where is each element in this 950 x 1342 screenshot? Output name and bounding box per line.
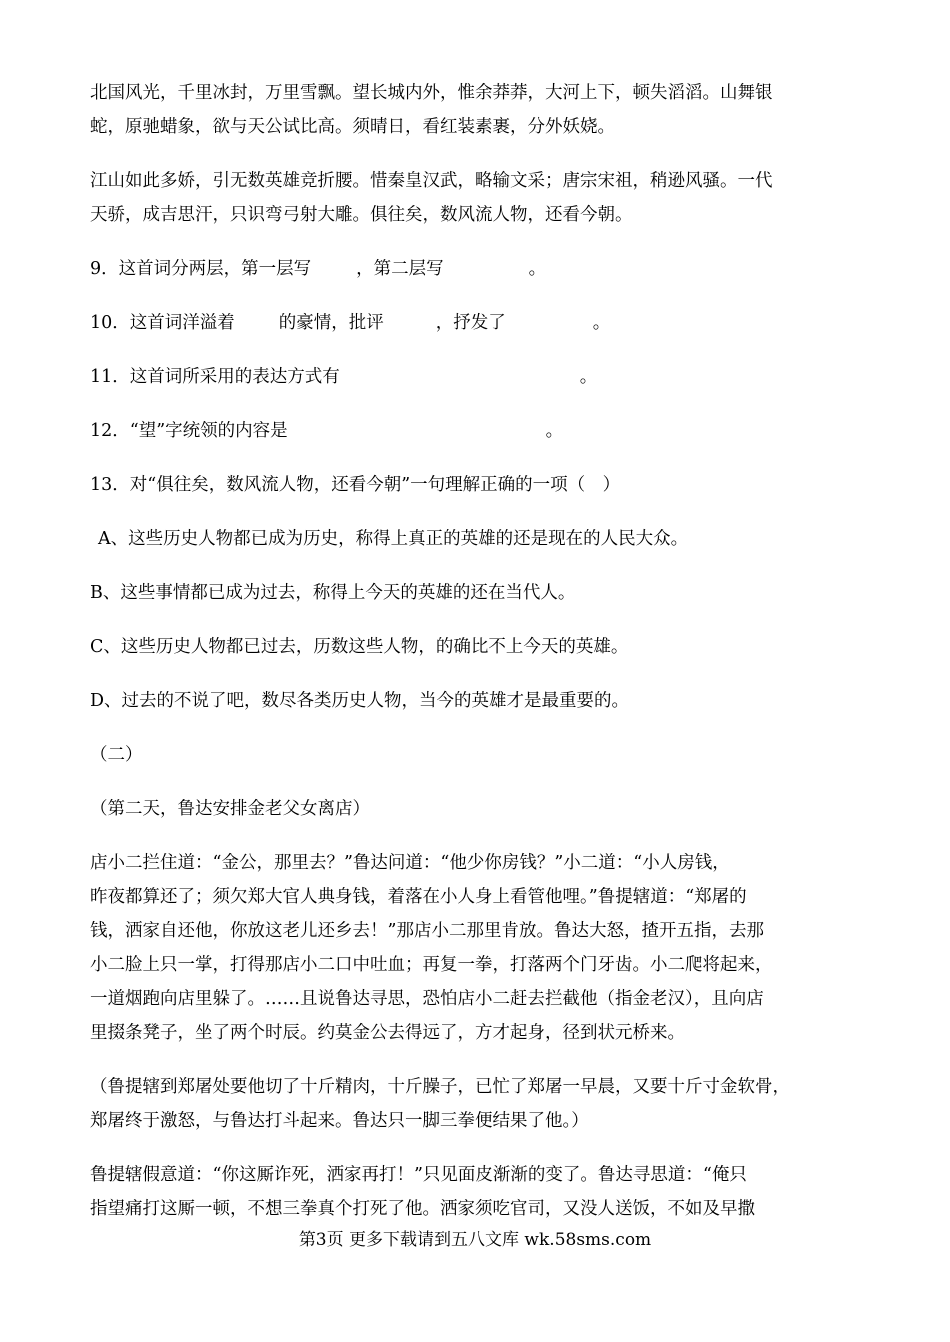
question-12: 12．“望”字统领的内容是 。 <box>90 421 564 441</box>
option-d: D、过去的不说了吧，数尽各类历史人物，当今的英雄才是最重要的。 <box>90 691 630 711</box>
passage-line: 昨夜都算还了；须欠郑大官人典身钱，着落在小人身上看管他哩。”鲁提辖道：“郑屠的 <box>90 887 747 907</box>
option-b: B、这些事情都已成为过去，称得上今天的英雄的还在当代人。 <box>90 583 576 603</box>
question-11: 11．这首词所采用的表达方式有 。 <box>90 367 598 387</box>
passage-line: 一道烟跑向店里躲了。……且说鲁达寻思，恐怕店小二赶去拦截他（指金老汉），且向店 <box>90 989 764 1009</box>
passage-line: 指望痛打这厮一顿，不想三拳真个打死了他。洒家须吃官司，又没人送饭，不如及早撒 <box>90 1199 755 1219</box>
page-footer: 第3页 更多下载请到五八文库 wk.58sms.com <box>298 1230 652 1250</box>
poem-line: 江山如此多娇，引无数英雄竞折腰。惜秦皇汉武，略输文采；唐宗宋祖，稍逊风骚。一代 <box>90 171 773 191</box>
stage-note: 郑屠终于激怒，与鲁达打斗起来。鲁达只一脚三拳便结果了他。） <box>90 1111 589 1131</box>
passage-line: 小二脸上只一掌，打得那店小二口中吐血；再复一拳，打落两个门牙齿。小二爬将起来， <box>90 955 773 975</box>
option-c: C、这些历史人物都已过去，历数这些人物，的确比不上今天的英雄。 <box>90 637 629 657</box>
document-body <box>90 76 880 1226</box>
passage-line: 鲁提辖假意道：“你这厮诈死，洒家再打！”只见面皮渐渐的变了。鲁达寻思道：“俺只 <box>90 1165 747 1185</box>
question-10: 10．这首词洋溢着 的豪情，批评 ，抒发了 。 <box>90 313 611 333</box>
poem-line: 北国风光，千里冰封，万里雪飘。望长城内外，惟余莽莽，大河上下，顿失滔滔。山舞银 <box>90 83 773 103</box>
question-9: 9．这首词分两层，第一层写 ，第二层写 。 <box>90 259 547 279</box>
stage-note: （鲁提辖到郑屠处要他切了十斤精肉，十斤臊子，已忙了郑屠一早晨，又要十斤寸金软骨， <box>90 1077 790 1097</box>
poem-line: 天骄，成吉思汗，只识弯弓射大雕。俱往矣，数风流人物，还看今朝。 <box>90 205 633 225</box>
option-a: A、这些历史人物都已成为历史，称得上真正的英雄的还是现在的人民大众。 <box>98 529 689 549</box>
passage-line: 店小二拦住道：“金公，那里去？”鲁达问道：“他少你房钱？”小二道：“小人房钱， <box>90 853 730 873</box>
stage-note: （第二天，鲁达安排金老父女离店） <box>90 799 370 819</box>
passage-line: 里掇条凳子，坐了两个时辰。约莫金公去得远了，方才起身，径到状元桥来。 <box>90 1023 685 1043</box>
poem-line: 蛇，原驰蜡象，欲与天公试比高。须晴日，看红装素裹，分外妖娆。 <box>90 117 615 137</box>
section-heading: （二） <box>90 745 143 765</box>
question-13: 13．对“俱往矣，数风流人物，还看今朝”一句理解正确的一项（ ） <box>90 475 621 495</box>
passage-line: 钱，洒家自还他，你放这老儿还乡去！”那店小二那里肯放。鲁达大怒，揸开五指，去那 <box>90 921 764 941</box>
